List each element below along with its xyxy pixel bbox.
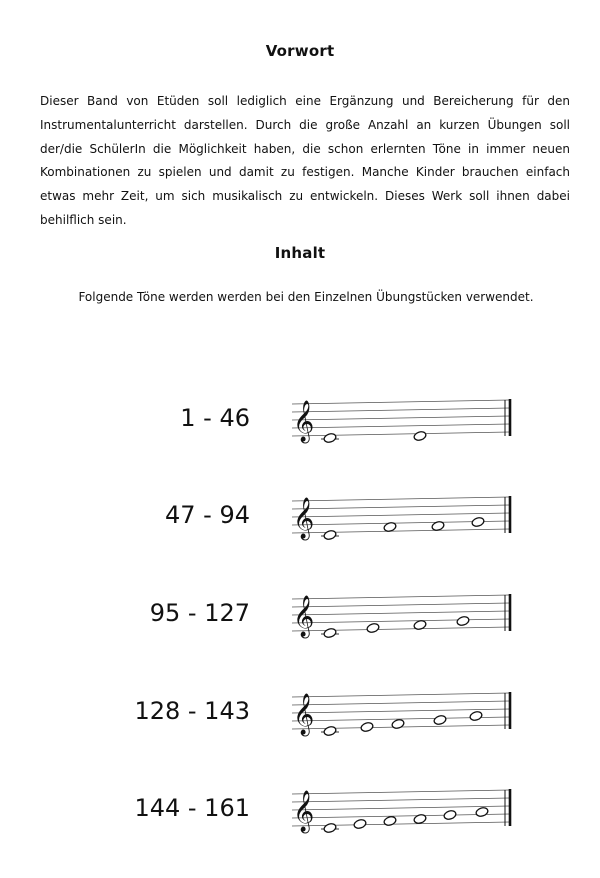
whole-note xyxy=(456,615,470,626)
staff-line xyxy=(292,798,510,802)
staff-line xyxy=(292,432,510,436)
staff-line xyxy=(292,424,510,428)
staff-line xyxy=(292,416,510,420)
whole-note xyxy=(413,813,427,824)
vorwort-paragraph: Dieser Band von Etüden soll lediglich eine Ergänzung und Bereicherung für den Instrumentalunterricht darstellen. Durch die große Anzahl an kurzen Übungen soll der/die SchülerIn die Möglichkeit haben, die schon erlernten Töne in immer neuen Kombinationen zu spielen und damit zu festigen. Manche Kinder brauchen einfach etwas mehr Zeit, um sich musikalisch zu entwickeln. Dieses Werk soll ihnen dabei behilflich sein. xyxy=(40,94,570,227)
staff-line xyxy=(292,693,510,697)
staff-line xyxy=(292,505,510,509)
whole-note xyxy=(469,710,483,721)
whole-note xyxy=(413,430,427,441)
staff-svg xyxy=(288,689,520,749)
staff-line xyxy=(292,627,510,631)
whole-note xyxy=(353,818,367,829)
staff-line xyxy=(292,497,510,501)
whole-note xyxy=(366,622,380,633)
staff-line xyxy=(292,408,510,412)
whole-note xyxy=(433,714,447,725)
whole-note xyxy=(323,627,337,638)
vorwort-heading: Vorwort xyxy=(265,42,335,60)
staff-line xyxy=(292,513,510,517)
whole-note xyxy=(383,815,397,826)
range-label: 95 - 127 xyxy=(149,599,250,627)
whole-note xyxy=(323,529,337,540)
staff-svg xyxy=(288,786,520,846)
music-staff xyxy=(288,689,520,749)
staff-line xyxy=(292,529,510,533)
staff-line xyxy=(292,603,510,607)
staff-svg xyxy=(288,396,520,456)
staff-line xyxy=(292,806,510,810)
staff-line xyxy=(292,822,510,826)
range-label: 128 - 143 xyxy=(134,697,250,725)
staff-line xyxy=(292,619,510,623)
inhalt-intro: Folgende Töne werden werden bei den Einzelnen Übungstücken verwendet. xyxy=(78,290,534,304)
range-label: 144 - 161 xyxy=(134,794,250,822)
whole-note xyxy=(360,721,374,732)
music-staff xyxy=(288,786,520,846)
treble-clef-icon: 𝄞 xyxy=(293,694,315,735)
music-staff xyxy=(288,493,520,553)
staff-svg xyxy=(288,591,520,651)
treble-clef-icon: 𝄞 xyxy=(293,498,315,539)
treble-clef-icon: 𝄞 xyxy=(293,596,315,637)
whole-note xyxy=(323,432,337,443)
whole-note xyxy=(475,806,489,817)
inhalt-heading: Inhalt xyxy=(274,244,326,262)
range-label: 47 - 94 xyxy=(165,501,250,529)
staff-svg xyxy=(288,493,520,553)
whole-note xyxy=(323,822,337,833)
treble-clef-icon: 𝄞 xyxy=(293,791,315,832)
treble-clef-icon: 𝄞 xyxy=(293,401,315,442)
whole-note xyxy=(443,809,457,820)
whole-note xyxy=(391,718,405,729)
staff-line xyxy=(292,611,510,615)
range-label: 1 - 46 xyxy=(180,404,250,432)
staff-line xyxy=(292,701,510,705)
music-staff xyxy=(288,591,520,651)
whole-note xyxy=(471,516,485,527)
staff-line xyxy=(292,595,510,599)
music-staff xyxy=(288,396,520,456)
staff-line xyxy=(292,400,510,404)
staff-line xyxy=(292,790,510,794)
whole-note xyxy=(323,725,337,736)
